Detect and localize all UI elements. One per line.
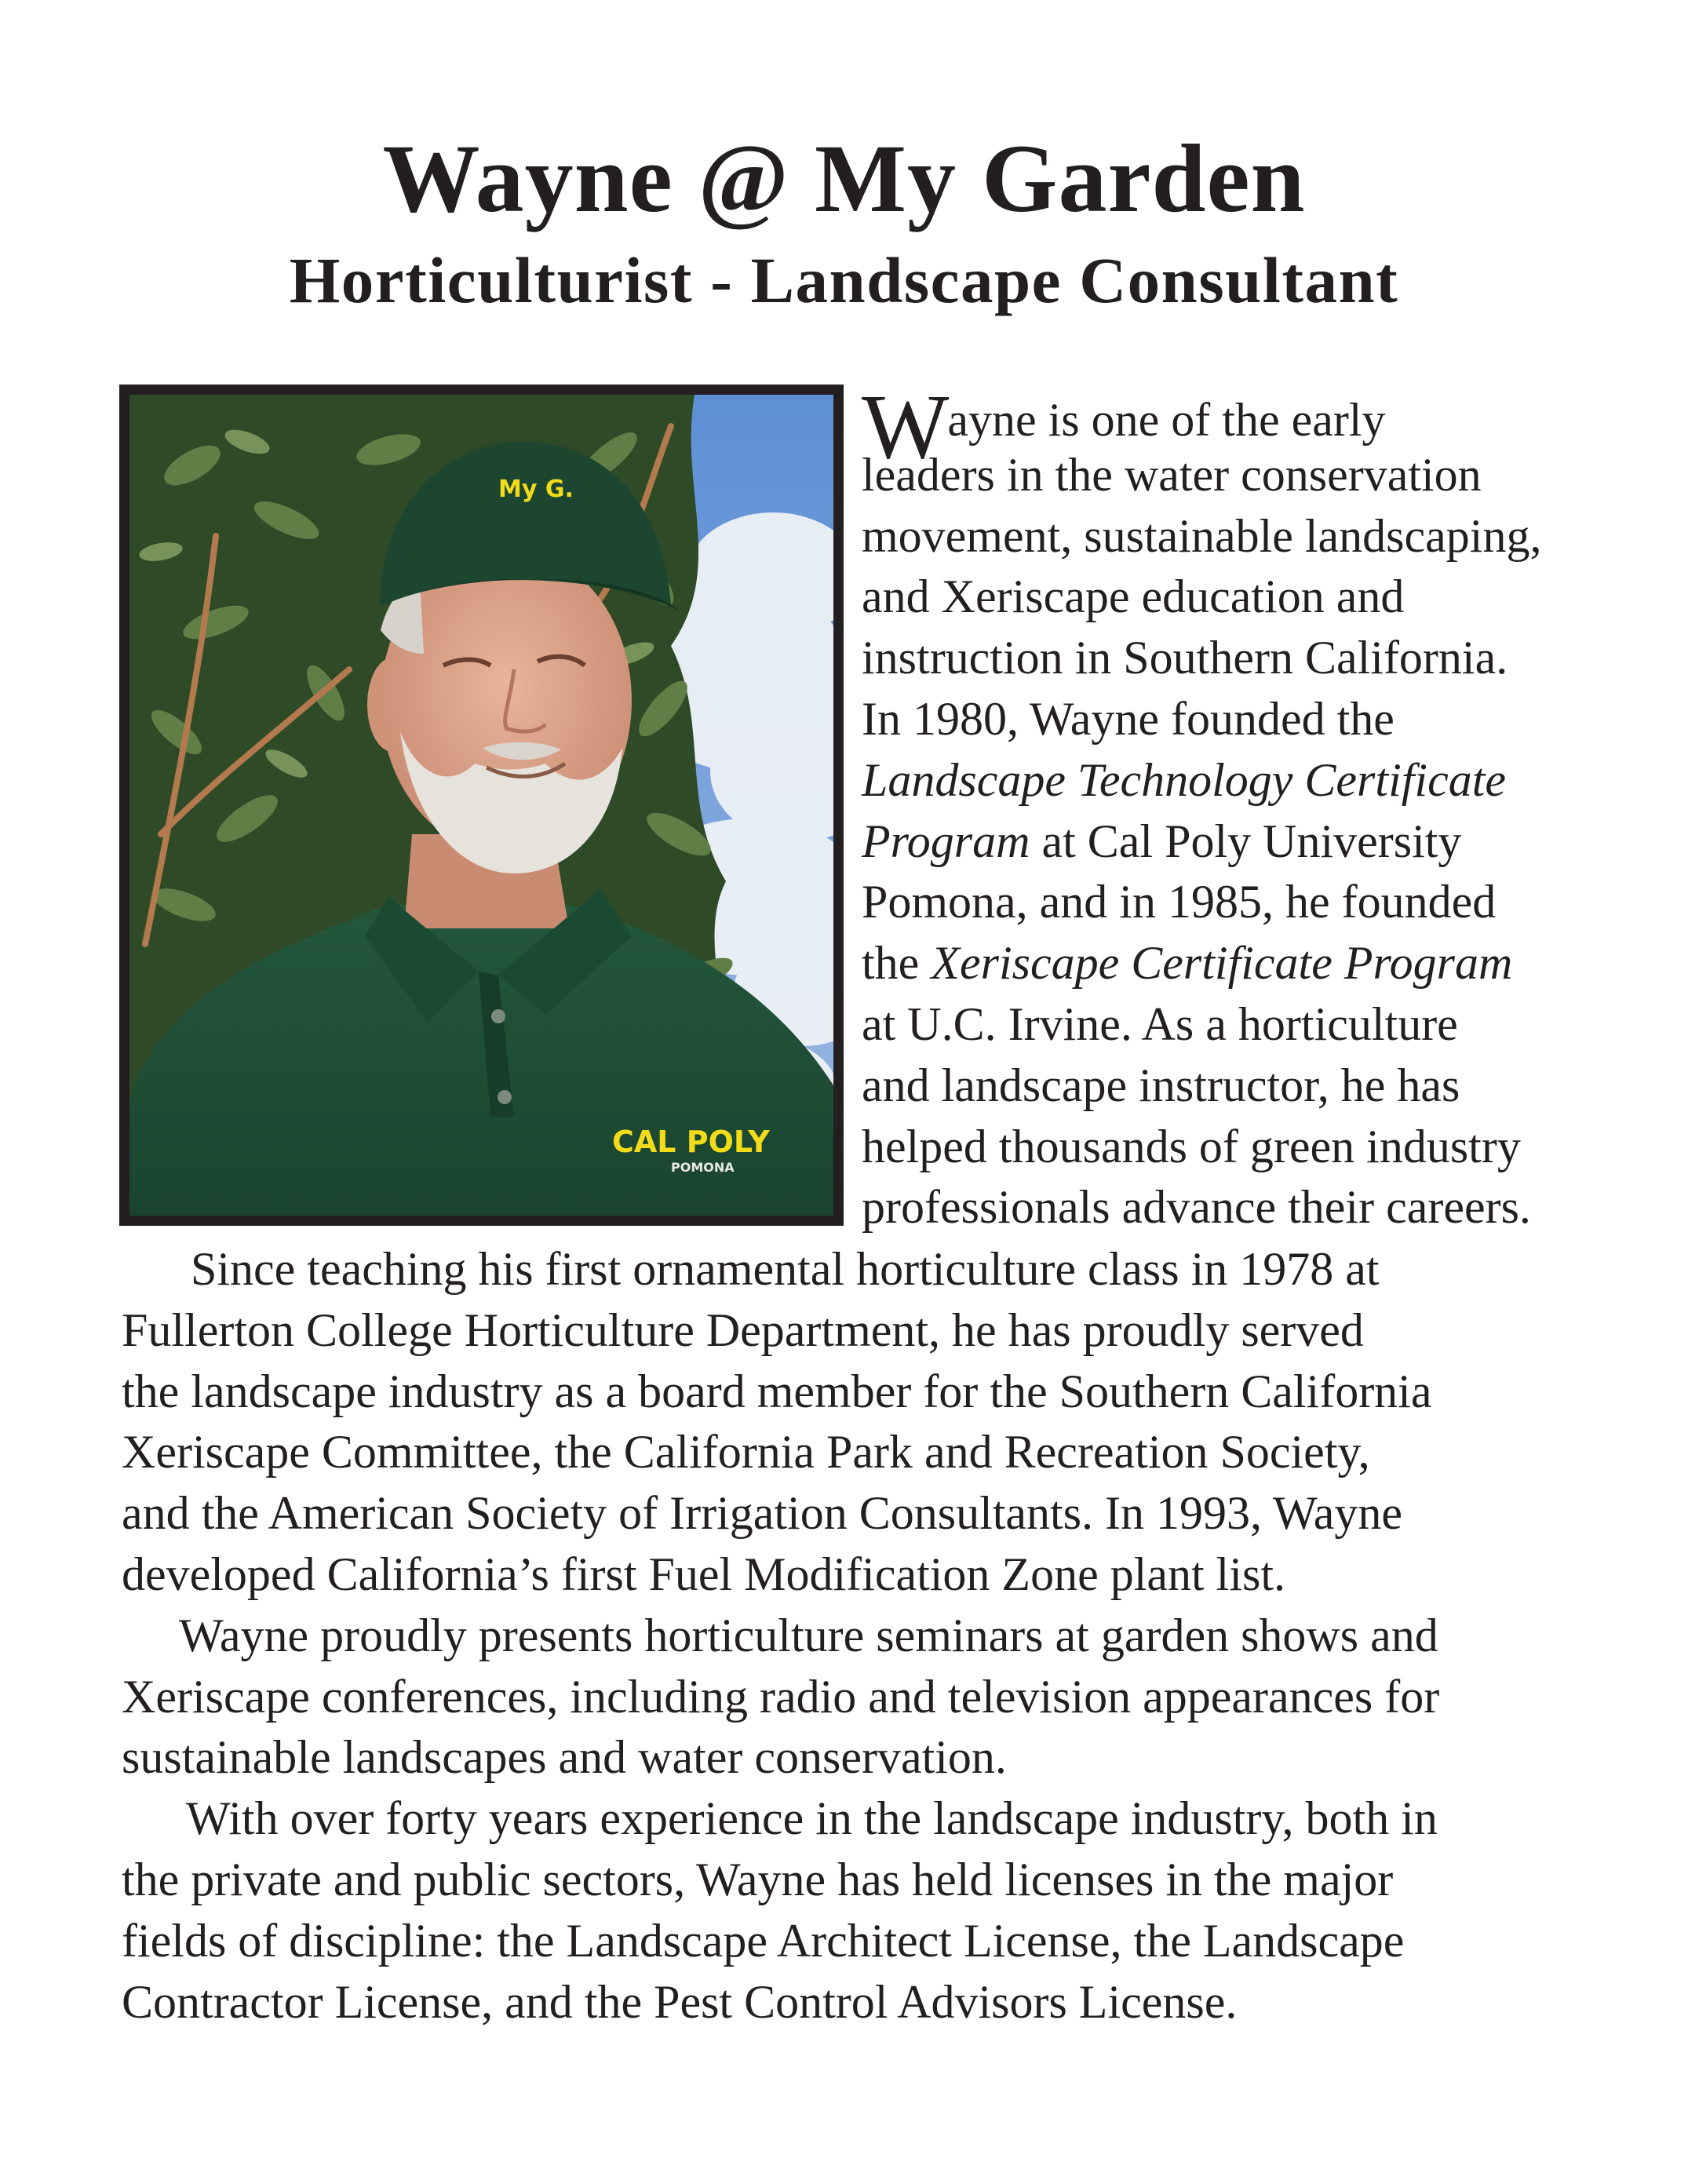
portrait-illustration	[129, 395, 833, 1216]
text-run: movement, sustainable landscaping,	[862, 509, 1542, 562]
intro-line	[862, 811, 1541, 873]
bio-paragraph	[122, 1788, 1439, 2033]
intro-line	[862, 933, 1541, 994]
shirt-logo: CAL POLY	[612, 1125, 770, 1159]
shirt-button	[491, 1009, 505, 1023]
program-name: Xeriscape Certificate Program	[931, 937, 1513, 990]
cap-logo: My G.	[498, 476, 574, 503]
text-run: Pomona, and in 1985, he founded	[862, 876, 1497, 928]
paragraph-line: the landscape industry as a board member for the Southern California	[122, 1365, 1432, 1417]
intro-line	[862, 872, 1541, 933]
intro-line	[862, 1117, 1541, 1178]
paragraph-line: developed California’s first Fuel Modification Zone plant list.	[122, 1548, 1286, 1600]
intro-line	[862, 1056, 1541, 1117]
page-subtitle: Horticulturist - Landscape Consultant	[289, 244, 1399, 316]
paragraph-line: and the American Society of Irrigation Consultants. In 1993, Wayne	[122, 1487, 1403, 1540]
text-run: In 1980, Wayne founded the	[862, 692, 1395, 745]
paragraph-line: Fullerton College Horticulture Department, he has proudly served	[122, 1303, 1364, 1356]
intro-paragraph	[862, 375, 1542, 1238]
text-run: and landscape instructor, he has	[862, 1059, 1460, 1111]
shirt-button	[498, 1090, 512, 1104]
text-run: ayne is one of the early	[947, 394, 1386, 446]
bio-paragraphs	[122, 1239, 1439, 2033]
intro-line	[862, 1177, 1541, 1238]
text-run: professionals advance their careers.	[862, 1181, 1531, 1234]
text-run: leaders in the water conservation	[862, 448, 1482, 501]
text-run: and Xeriscape education and	[862, 571, 1405, 623]
text-run: instruction in Southern California.	[862, 632, 1508, 684]
paragraph-line: Wayne proudly presents horticulture seminars at garden shows and	[179, 1609, 1438, 1661]
intro-line	[862, 994, 1541, 1056]
paragraph-line: Since teaching his first ornamental horticulture class in 1978 at	[191, 1243, 1380, 1295]
intro-line	[862, 628, 1541, 689]
page-title: Wayne @ My Garden	[382, 125, 1306, 232]
paragraph-line: Contractor License, and the Pest Control Advisors License.	[122, 1975, 1238, 2028]
text-run: helped thousands of green industry	[862, 1120, 1521, 1172]
text-run: at U.C. Irvine. As a horticulture	[862, 997, 1458, 1050]
text-run: at Cal Poly University	[1030, 815, 1462, 867]
bio-paragraph	[122, 1606, 1439, 1788]
paragraph-line: Xeriscape Committee, the California Park and Recreation Society,	[122, 1426, 1370, 1478]
intro-line	[862, 689, 1541, 750]
bio-paragraph	[122, 1239, 1439, 1606]
paragraph-line: fields of discipline: the Landscape Architect License, the Landscape	[122, 1914, 1405, 1967]
intro-first-line-text	[947, 390, 1385, 451]
intro-line	[862, 445, 1541, 506]
shirt-logo-sub: POMONA	[671, 1160, 735, 1175]
paragraph-line: the private and public sectors, Wayne has held licenses in the major	[122, 1853, 1394, 1905]
portrait-photo	[119, 385, 844, 1226]
paragraph-line: With over forty years experience in the landscape industry, both in	[186, 1792, 1438, 1845]
intro-line	[862, 506, 1541, 567]
paragraph-line: Xeriscape conferences, including radio and television appearances for	[122, 1670, 1440, 1723]
text-run: the	[862, 937, 931, 990]
program-name: Program	[862, 815, 1030, 867]
paragraph-line: sustainable landscapes and water conservation.	[122, 1731, 1007, 1784]
program-name: Landscape Technology Certificate	[862, 753, 1507, 806]
intro-line	[862, 567, 1541, 628]
intro-line	[862, 750, 1541, 811]
drop-cap: W	[862, 375, 946, 478]
